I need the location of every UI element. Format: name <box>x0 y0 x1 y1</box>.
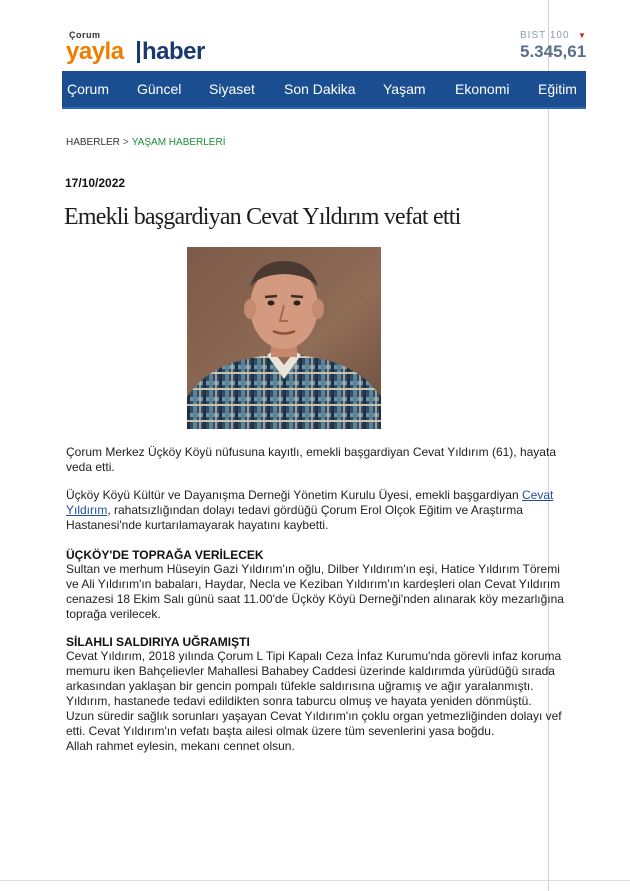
logo-divider <box>137 41 140 63</box>
nav-underline <box>62 107 586 109</box>
section-heading-1: ÜÇKÖY'DE TOPRAĞA VERİLECEK <box>66 548 264 562</box>
article-date: 17/10/2022 <box>65 176 126 190</box>
nav-item-son-dakika[interactable]: Son Dakika <box>284 81 356 97</box>
article-paragraph-2 <box>66 488 596 533</box>
section-heading-2: SİLAHLI SALDIRIYA UĞRAMIŞTI <box>66 635 250 649</box>
paragraph-text: , rahatsızlığından dolayı tedavi gördüğü Çorum Erol Olçok Eğitim ve Araştırma <box>107 503 523 517</box>
breadcrumb <box>66 137 225 148</box>
nav-item-corum[interactable]: Çorum <box>67 81 110 97</box>
nav-item-siyaset[interactable]: Siyaset <box>209 81 255 97</box>
breadcrumb-haberler[interactable]: HABERLER <box>66 137 120 148</box>
portrait-photo <box>187 247 381 429</box>
logo-haber-text: haber <box>142 38 205 65</box>
paragraph-line: Allah rahmet eylesin, mekanı cennet olsun. <box>66 739 295 753</box>
paragraph-line: Cevat Yıldırım, 2018 yılında Çorum L Tipi Kapalı Ceza İnfaz Kurumu'nda görevli infaz koruma <box>66 649 562 663</box>
breadcrumb-yasam-haberleri[interactable]: YAŞAM HABERLERİ <box>131 137 226 148</box>
paragraph-line: Uzun süredir sağlık sorunları yaşayan Cevat Yıldırım'ın çoklu organ yetmezliğinden dolayı vef <box>66 709 562 723</box>
nav-item-yasam[interactable]: Yaşam <box>383 81 426 97</box>
paragraph-line: Çorum Merkez Üçköy Köyü nüfusuna kayıtlı, emekli başgardiyan Cevat Yıldırım (61), hayata <box>66 445 556 459</box>
logo-yayla-text: yayla <box>66 38 124 65</box>
paragraph-line: memuru iken Bahçelievler Mahallesi Bahabey Caddesi üzerinde kaldırımda yürüdüğü sırada <box>66 664 555 678</box>
nav-item-ekonomi[interactable]: Ekonomi <box>455 81 510 97</box>
paragraph-line: cenazesi 18 Ekim Salı günü saat 11.00'de Üçköy Köyü Derneği'nden alınarak köy mezarlığına <box>66 592 564 606</box>
paragraph-line: toprağa verilecek. <box>66 607 161 621</box>
breadcrumb-separator: > <box>122 137 129 148</box>
paragraph-line: Yıldırım, hastanede tedavi edildikten sonra taburcu olmuş ve hayata yeniden dönmüştü. <box>66 694 532 708</box>
down-arrow-icon: ▼ <box>578 31 586 40</box>
bist-label: BIST 100 <box>520 30 570 41</box>
paragraph-line: ve Ali Yıldırım'ın babaları, Haydar, Necla ve Keziban Yıldırım'ın kardeşleri olan Cevat Yıldırım <box>66 577 561 591</box>
site-logo[interactable] <box>66 30 226 66</box>
section-2-body <box>66 649 596 754</box>
paragraph-line: Hastanesi'nde kurtarılamayarak hayatını kaybetti. <box>66 518 329 532</box>
article-paragraph-1 <box>66 445 596 475</box>
nav-item-guncel[interactable]: Güncel <box>137 81 182 97</box>
paragraph-line: arkasından yaklaşan bir gencin pompalı tüfekle saldırısına uğramış ve ağır yaralanmıştı. <box>66 679 534 693</box>
paragraph-line <box>66 503 596 518</box>
person-link[interactable]: Cevat <box>522 488 554 502</box>
paragraph-line <box>66 488 596 503</box>
main-navigation <box>62 71 586 107</box>
logo-city-text: Çorum <box>69 30 101 40</box>
page-bottom-line <box>0 880 630 881</box>
paragraph-line: Sultan ve merhum Hüseyin Gazi Yıldırım'ın oğlu, Dilber Yıldırım'ın eşi, Hatice Yıldırım Töremi <box>66 562 560 576</box>
bist-value: 5.345,61 <box>520 42 587 61</box>
paragraph-text: Üçköy Köyü Kültür ve Dayanışma Derneği Yönetim Kurulu Üyesi, emekli başgardiyan <box>66 488 522 502</box>
nav-item-egitim[interactable]: Eğitim <box>538 81 577 97</box>
paragraph-line: etti. Cevat Yıldırım'ın vefatı başta ailesi olmak üzere tüm sevenlerini yasa boğdu. <box>66 724 495 738</box>
article-title: Emekli başgardiyan Cevat Yıldırım vefat etti <box>64 204 461 230</box>
paragraph-line: veda etti. <box>66 460 115 474</box>
person-link[interactable]: Yıldırım <box>66 503 108 517</box>
section-1-body <box>66 562 596 622</box>
